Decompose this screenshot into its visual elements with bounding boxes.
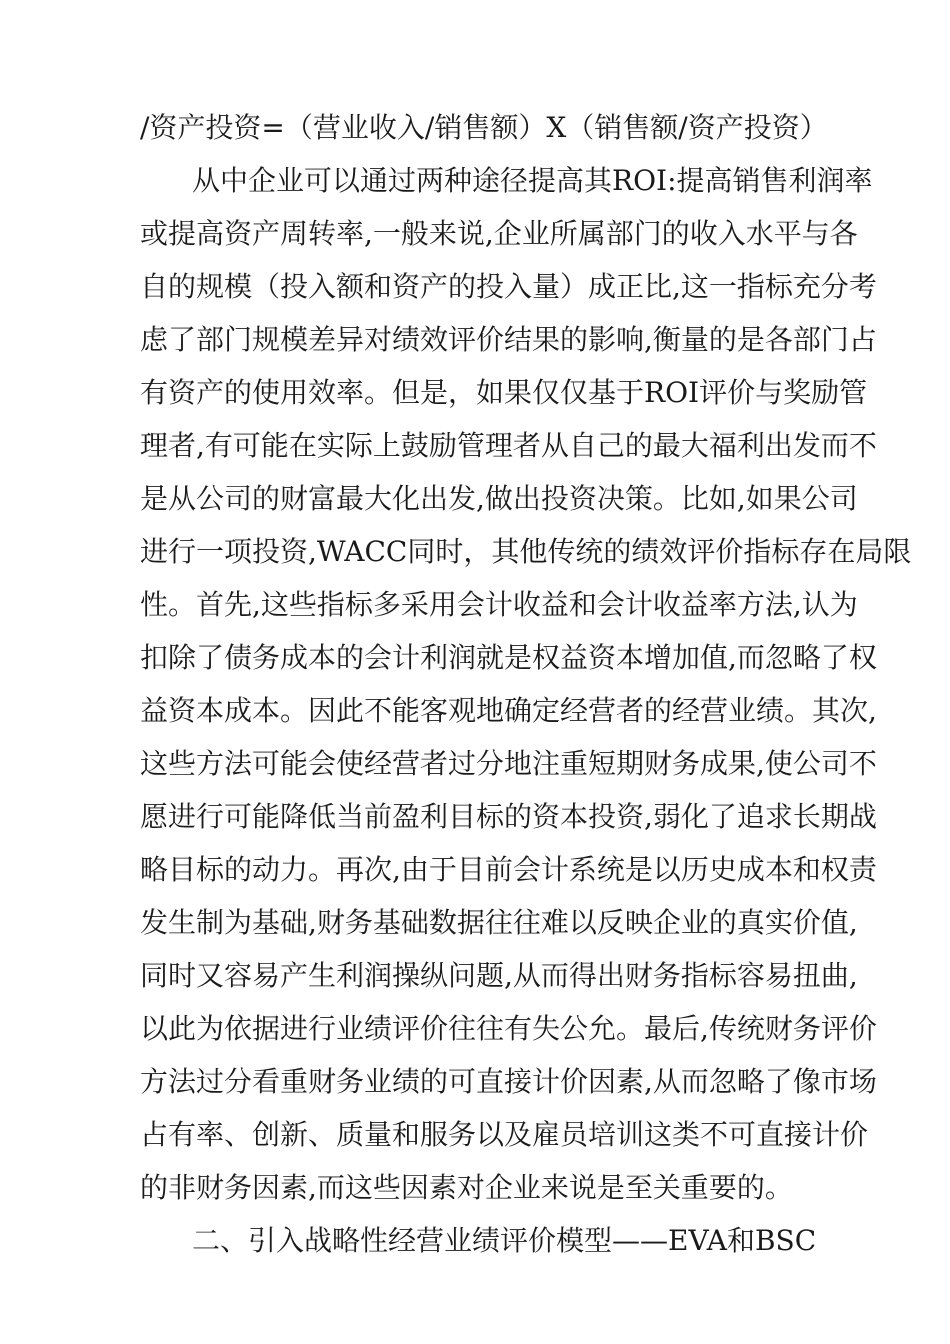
text-line-16: 发生制为基础,财务基础数据往往难以反映企业的真实价值, xyxy=(140,906,858,939)
text-line-5: 虑了部门规模差异对绩效评价结果的影响,衡量的是各部门占 xyxy=(140,323,877,356)
text-line-14: 愿进行可能降低当前盈利目标的资本投资,弱化了追求长期战 xyxy=(140,800,877,833)
text-line-17: 同时又容易产生利润操纵问题,从而得出财务指标容易扭曲, xyxy=(140,959,858,992)
text-line-15: 略目标的动力。再次,由于目前会计系统是以历史成本和权责 xyxy=(140,853,877,886)
text-line-20: 占有率、创新、质量和服务以及雇员培训这类不可直接计价 xyxy=(140,1118,869,1151)
text-line-10: 性。首先,这些指标多采用会计收益和会计收益率方法,认为 xyxy=(140,588,858,621)
text-line-4: 自的规模（投入额和资产的投入量）成正比,这一指标充分考 xyxy=(140,270,877,303)
text-line-11: 扣除了债务成本的会计利润就是权益资本增加值,而忽略了权 xyxy=(140,641,877,674)
text-line-7: 理者,有可能在实际上鼓励管理者从自己的最大福利出发而不 xyxy=(140,429,877,462)
text-line-18: 以此为依据进行业绩评价往往有失公允。最后,传统财务评价 xyxy=(140,1012,877,1045)
text-line-8: 是从公司的财富最大化出发,做出投资决策。比如,如果公司 xyxy=(140,482,858,515)
text-line-21: 的非财务因素,而这些因素对企业来说是至关重要的。 xyxy=(140,1171,793,1204)
text-line-19: 方法过分看重财务业绩的可直接计价因素,从而忽略了像市场 xyxy=(140,1065,877,1098)
text-line-9: 进行一项投资,WACC同时，其他传统的绩效评价指标存在局限 xyxy=(140,535,912,568)
section-heading: 二、引入战略性经营业绩评价模型——EVA和BSC xyxy=(192,1224,817,1257)
text-line-2: 从中企业可以通过两种途径提高其ROI:提高销售利润率 xyxy=(192,164,873,197)
text-line-6: 有资产的使用效率。但是，如果仅仅基于ROI评价与奖励管 xyxy=(140,376,868,409)
text-line-12: 益资本成本。因此不能客观地确定经营者的经营业绩。其次, xyxy=(140,694,877,727)
text-line-3: 或提高资产周转率,一般来说,企业所属部门的收入水平与各 xyxy=(140,217,858,250)
text-line-1: /资产投资=（营业收入/销售额）X（销售额/资产投资） xyxy=(140,111,828,144)
text-line-13: 这些方法可能会使经营者过分地注重短期财务成果,使公司不 xyxy=(140,747,877,780)
